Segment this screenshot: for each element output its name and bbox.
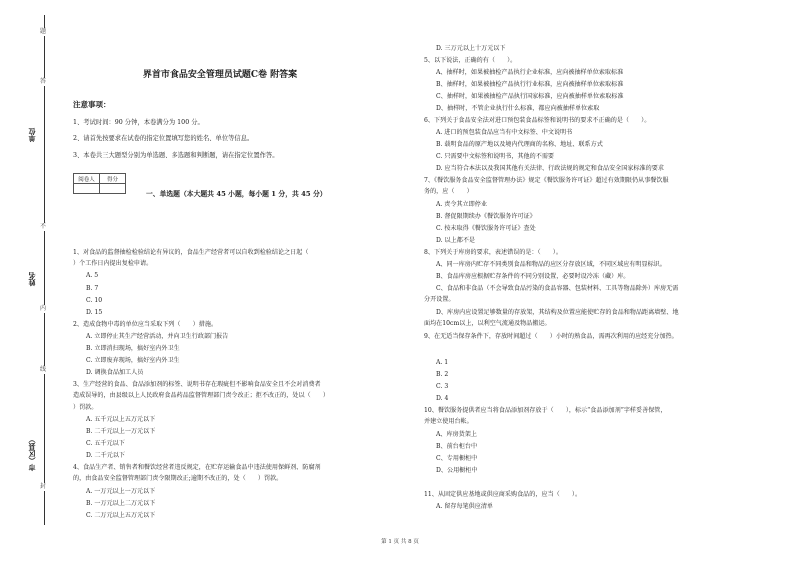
option: D、公用橱柜中: [436, 467, 478, 474]
notice-item: 1、考试时间：90 分钟，本卷满分为 100 分。: [73, 119, 204, 126]
option: A. 责令其立即停业: [436, 201, 487, 208]
option: C. 3: [436, 383, 449, 390]
option: C. 二万元以上五万元以下: [86, 512, 156, 519]
question-9-line: 9、在无适当保存条件下，存放时间超过（ ）小时的熟食品，需再次利用的应经充分加热。: [424, 333, 678, 340]
binding-char: 不: [40, 223, 47, 230]
option: B. 载明食品的原产地以及境内代理商的名称、地址、联系方式: [436, 141, 603, 148]
option: A、库房货架上: [436, 431, 477, 438]
question-1-line: 1、对食品的监督抽检检验结论有异议的，食品生产经营者可以自收到检验结论之日起（: [73, 249, 309, 256]
score-cell: 得分: [100, 174, 126, 184]
option: A、抽样时，如果被抽检产品执行企业标准，应向被抽样单位索取标准: [436, 69, 624, 76]
option: C. 只需要中文标签和说明书，其他的不需要: [436, 153, 555, 160]
option: D. 15: [86, 309, 103, 316]
question-3-line: ）罚款。: [73, 404, 98, 411]
option: C. 10: [86, 297, 103, 304]
question-1-line: ）个工作日内提出复检申请。: [73, 260, 153, 267]
option: D. 应当符合本法以及我国其他有关法律、行政法规的规定和食品安全国家标准的要求: [436, 165, 664, 172]
option: D. 4: [436, 395, 449, 402]
score-table: [73, 173, 126, 194]
option: D、库房内应设置足够数量的存放架，其结构及位置应能使贮存的食品和物品距离墙壁、地: [436, 309, 679, 316]
option: A. 一万元以上一万元以下: [86, 488, 156, 495]
option: C. 五千元以下: [86, 440, 125, 447]
option: B. 立即消扫现场，搞好室内外卫生: [86, 345, 180, 352]
name-label: 姓名: [27, 272, 36, 286]
question-6-line: 6、下列关于食品安全法对进口预包装食品标签和说明书的要求不正确的是（ ）。: [424, 117, 651, 124]
option: D. 二千元以下: [86, 452, 126, 459]
unit-label: 单位: [27, 128, 36, 142]
option: B. 一万元以上二万元以下: [86, 500, 156, 507]
option: C. 立即废弃现场，搞好室内外卫生: [86, 357, 180, 364]
option-continued: 面均在10cm以上，以利空气流通及物品搬运。: [424, 320, 551, 327]
notice-item: 3、本卷共三大题型分别为单选题、多选题和判断题，请在指定位置作答。: [73, 152, 279, 159]
option: C. 按未取得《餐饮服务许可证》查处: [436, 225, 536, 232]
question-4-line: 的，由食品安全监督管理部门责令限期改正;逾期不改正的，处（ ）罚款。: [73, 475, 283, 482]
grader-cell: 阅卷人: [74, 174, 100, 184]
binding-char: 内: [40, 305, 47, 312]
option: A. 留存每笔供应清单: [436, 503, 494, 510]
question-3-line: 造成误导的，由县级以上人民政府食品药品监督管理部门责令改正；拒不改正的，处以（ ）: [73, 392, 329, 399]
option: C、专用橱柜中: [436, 455, 478, 462]
option: A. 1: [436, 359, 449, 366]
binding-char: 题: [40, 28, 47, 35]
question-10-line: 10、餐饮服务提供者应当将食品添加剂存放于（ ），标示“食品添加剂”字样妥善保管，: [424, 407, 667, 414]
question-10-line: 并建立使用台帐。: [424, 418, 473, 425]
question-3-line: 3、生产经营的食品、食品添加剂的标签、说明书存在瑕疵但不影响食品安全且不会对消费者: [73, 381, 321, 388]
question-5-line: 5、以下说法，正确的有（ ）。: [424, 57, 517, 64]
option: D、抽样时，不管企业执行什么标准，都应向被抽样单位索取: [436, 105, 600, 112]
option: D. 以上都不是: [436, 237, 476, 244]
grader-input[interactable]: [74, 184, 100, 194]
option: A. 5: [86, 272, 99, 279]
notice-item: 2、请首先按要求在试卷的指定位置填写您的姓名、单位等信息。: [73, 135, 254, 142]
option: B. 2: [436, 371, 449, 378]
question-8-line: 8、下列关于库房的要求，表述错误的是：（ ）。: [424, 249, 562, 256]
score-input[interactable]: [100, 184, 126, 194]
city-district-label: 市（区县）: [27, 436, 36, 471]
option: B. 二千元以上一万元以下: [86, 428, 156, 435]
option: D. 三万元以上十万元以下: [436, 45, 506, 52]
option: B、前台柜台中: [436, 443, 478, 450]
binding-char: 线: [40, 366, 47, 373]
option: B. 督促限期续办《餐饮服务许可证》: [436, 213, 536, 220]
question-2-line: 2、造成食物中毒的单位应当采取下列（ ）措施。: [73, 321, 218, 328]
question-11-line: 11、从固定供应基地或供应商采购食品的，应当（ ）。: [424, 491, 582, 498]
option: A. 立即停止其生产经营活动，并向卫生行政部门报告: [86, 333, 229, 340]
binding-char: 答: [40, 78, 47, 85]
option: B. 7: [86, 285, 99, 292]
question-7-line: 务的，应（ ）: [424, 188, 473, 195]
section-heading: 一、单选题（本大题共 45 小题，每小题 1 分，共 45 分）: [146, 190, 327, 198]
option: B、食品库房应根据贮存条件的不同分别设置，必要时设冷冻（藏）库。: [436, 273, 630, 280]
page-footer: 第 1 页 共 8 页: [381, 539, 419, 545]
option: B、抽样时，如果被抽检产品执行行业标准，应向被抽样单位索取标准: [436, 81, 624, 88]
option: A、同一库房内贮存不同类别食品和物品的应区分存放区域，不同区域应有明显标识。: [436, 261, 666, 268]
notice-heading: 注意事项：: [73, 100, 111, 109]
option: C、抽样时，如果被抽检产品执行国家标准，应向被抽样单位索取标准: [436, 93, 624, 100]
question-4-line: 4、食品生产者、销售者和餐饮经营者违反规定，在贮存运输食品中违法使用保鲜剂、防腐剂: [73, 464, 321, 471]
option: D. 调换食品加工人员: [86, 369, 144, 376]
question-7-line: 7、《餐饮服务食品安全监督管理办法》规定《餐饮服务许可证》超过有效期限仍从事餐饮服: [424, 177, 669, 184]
option: A. 五千元以上五万元以下: [86, 416, 156, 423]
exam-title: 界首市食品安全管理员试题C卷 附答案: [142, 70, 298, 80]
option: C、食品和非食品（不会导致食品污染的食品容器、包装材料、工具等物品除外）库房无需: [436, 285, 679, 292]
option: A. 进口的预包装食品应当有中文标签、中文说明书: [436, 129, 573, 136]
option-continued: 分开设置。: [424, 296, 455, 303]
binding-line: [44, 15, 45, 525]
binding-char: 封: [40, 483, 47, 490]
